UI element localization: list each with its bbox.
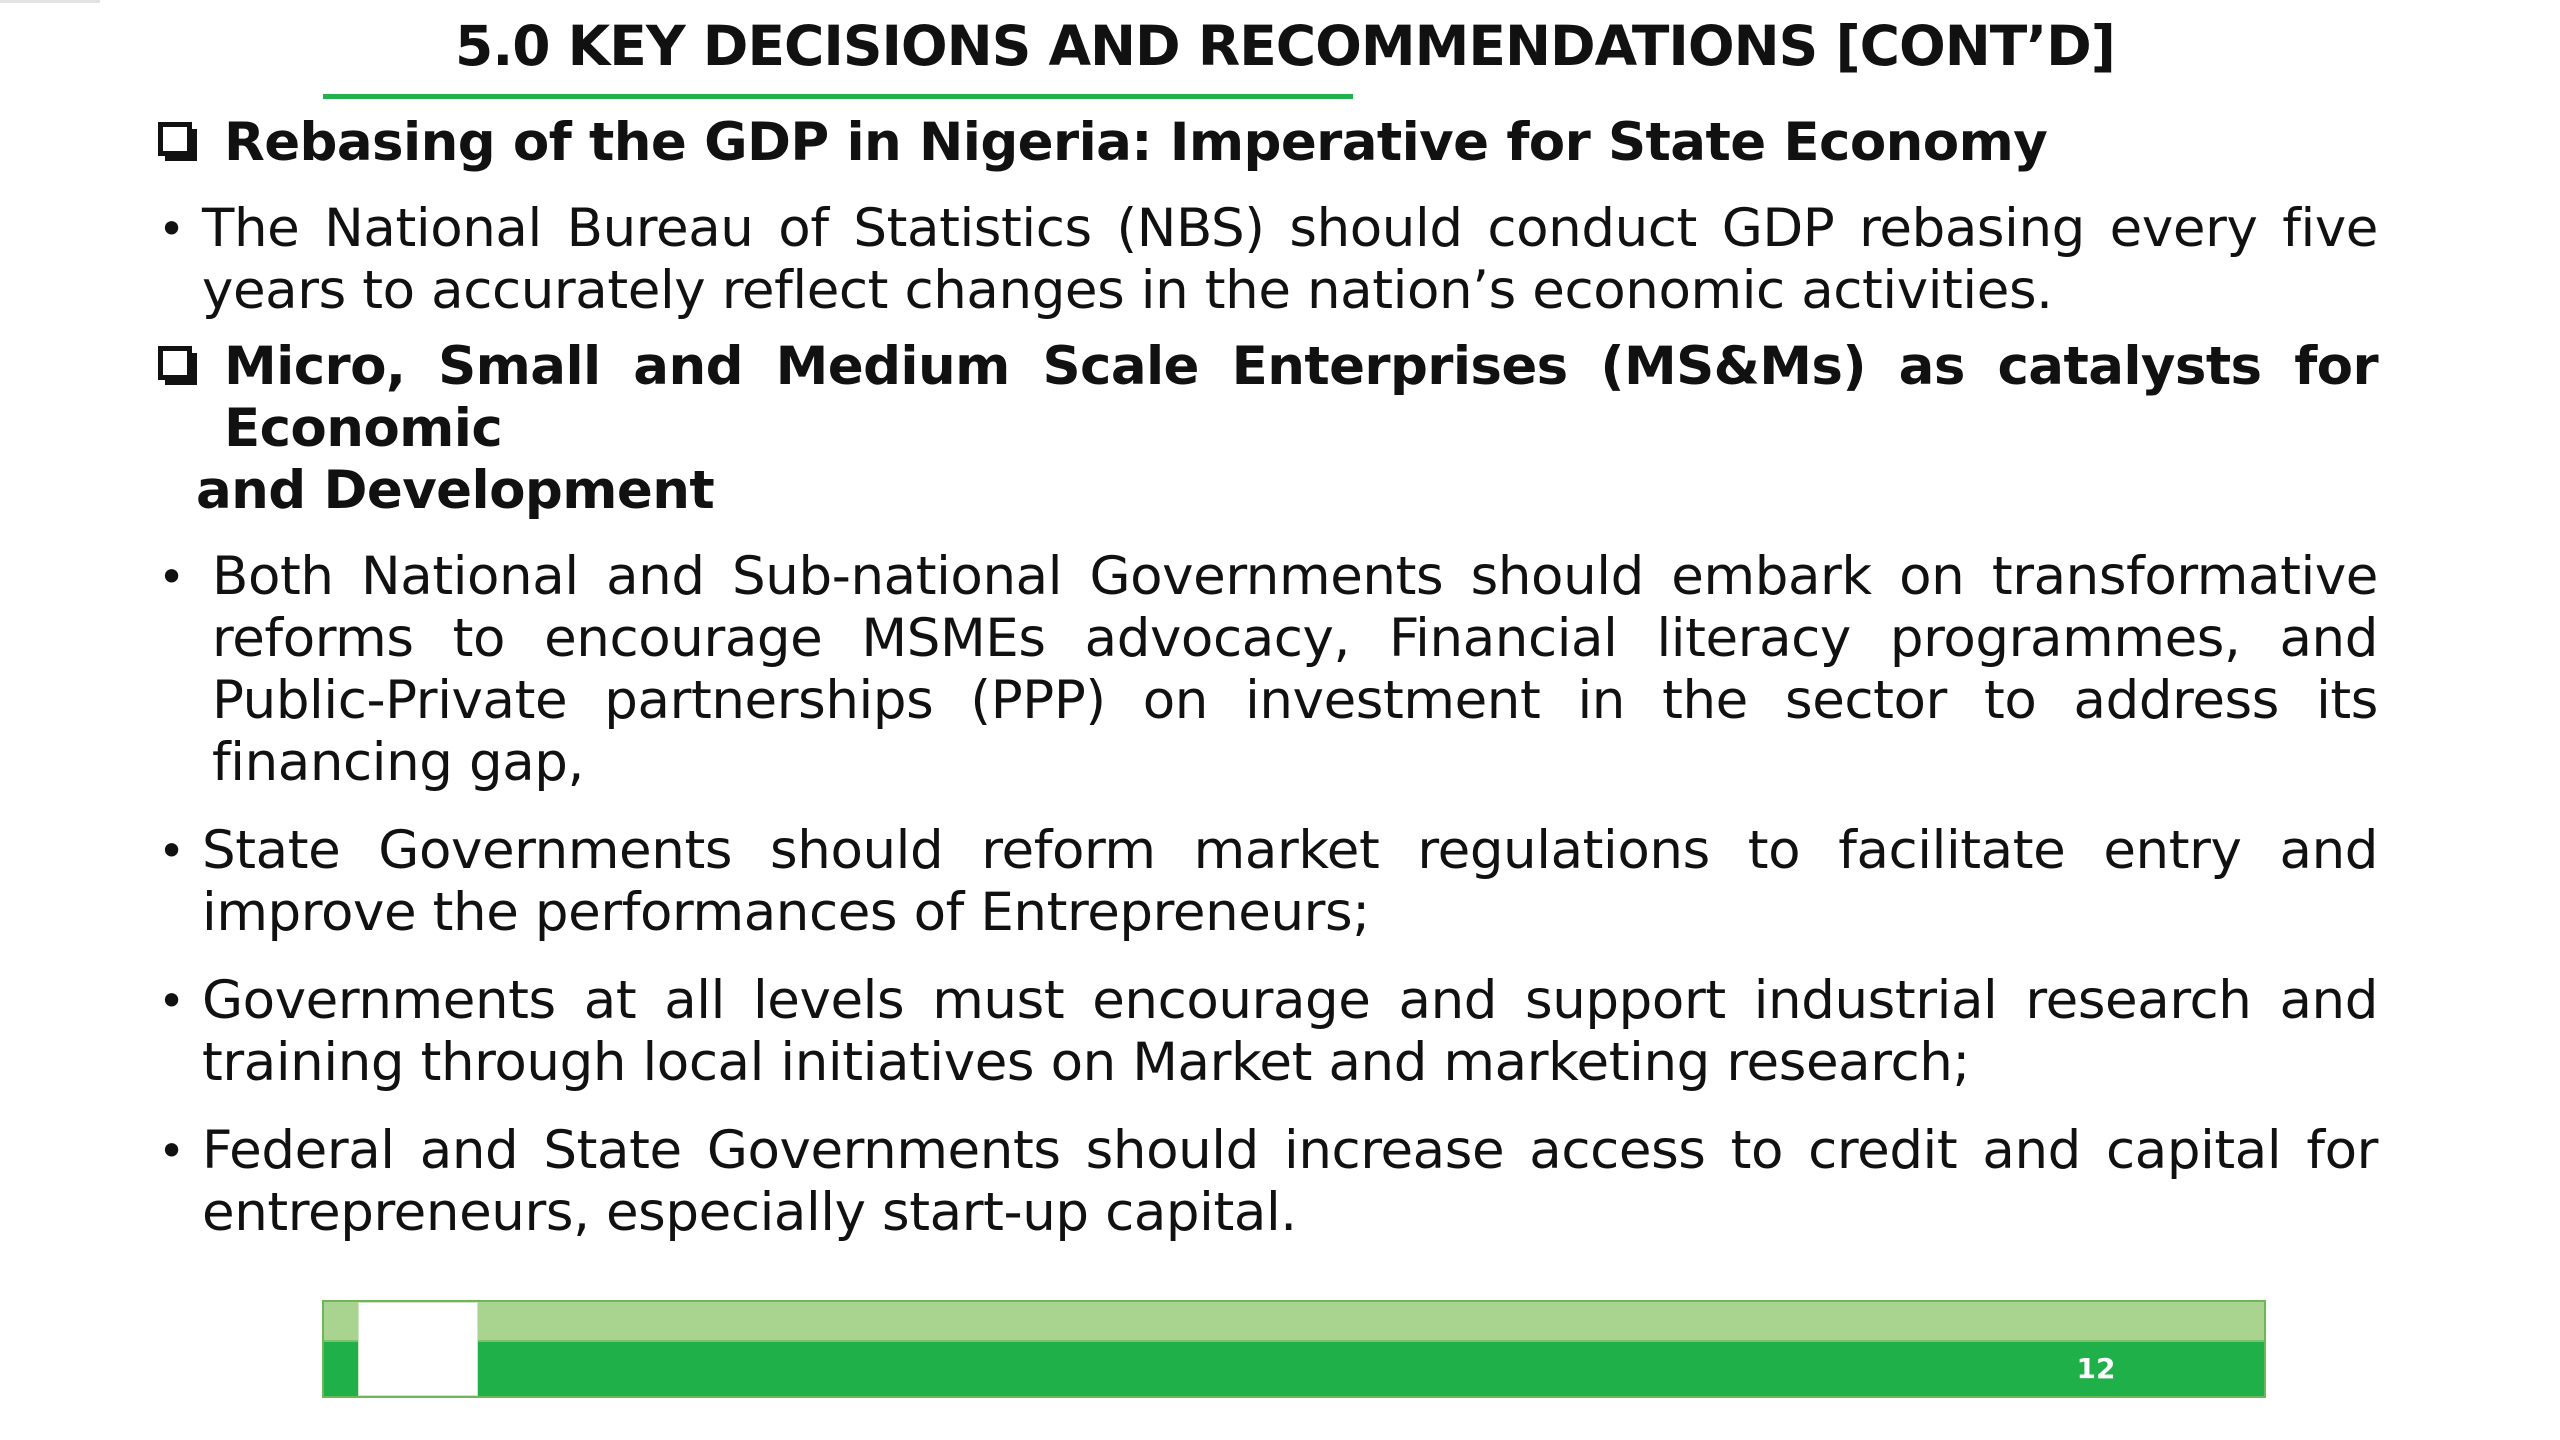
bullet-text: State Governments should reform market regulations to facilitate entry and improve the performances of Entrepreneurs; (202, 820, 2378, 943)
bullet-text: Federal and State Governments should increase access to credit and capital for entrepreneurs, especially start-up capital. (202, 1120, 2378, 1243)
footer-bar (322, 1300, 2266, 1398)
title-underline (323, 94, 1353, 99)
bullet-dot-icon: • (158, 550, 185, 604)
bullet-text: The National Bureau of Statistics (NBS) should conduct GDP rebasing every five years to accurately reflect changes in the nation’s economic activities. (202, 198, 2378, 321)
section-heading-msme (150, 336, 2378, 522)
bullet-text: Both National and Sub-national Governments should embark on transformative reforms to encourage MSMEs advocacy, Financial literacy programmes, and Public-Private partnerships (PPP) on investment in the sector to address its financing gap, (212, 546, 2378, 793)
page-number: 12 (2076, 1352, 2116, 1385)
corner-mark (0, 0, 100, 3)
footer-logo-box (358, 1302, 478, 1396)
bullet-item (150, 820, 2378, 944)
bullet-item (150, 1120, 2378, 1244)
section-heading-text-line2: and Development (196, 460, 715, 521)
bullet-dot-icon: • (158, 1124, 185, 1178)
bullet-item (150, 198, 2378, 322)
footer-light-band (324, 1302, 2264, 1342)
section-heading-text: Rebasing of the GDP in Nigeria: Imperative for State Economy (224, 112, 2048, 173)
checkbox-square-icon (158, 122, 192, 156)
slide-title: 5.0 KEY DECISIONS AND RECOMMENDATIONS [CONT’D] (455, 14, 2115, 78)
bullet-text: Governments at all levels must encourage and support industrial research and training through local initiatives on Market and marketing research; (202, 970, 2378, 1093)
bullet-item (150, 546, 2378, 794)
slide-content (150, 112, 2378, 1244)
checkbox-square-icon (158, 346, 192, 380)
section-heading-gdp-rebasing (150, 112, 2378, 174)
bullet-dot-icon: • (158, 202, 185, 256)
bullet-dot-icon: • (158, 824, 185, 878)
bullet-dot-icon: • (158, 974, 185, 1028)
section-heading-text: Micro, Small and Medium Scale Enterprises (MS&Ms) as catalysts for Economic (224, 336, 2378, 459)
bullet-item (150, 970, 2378, 1094)
